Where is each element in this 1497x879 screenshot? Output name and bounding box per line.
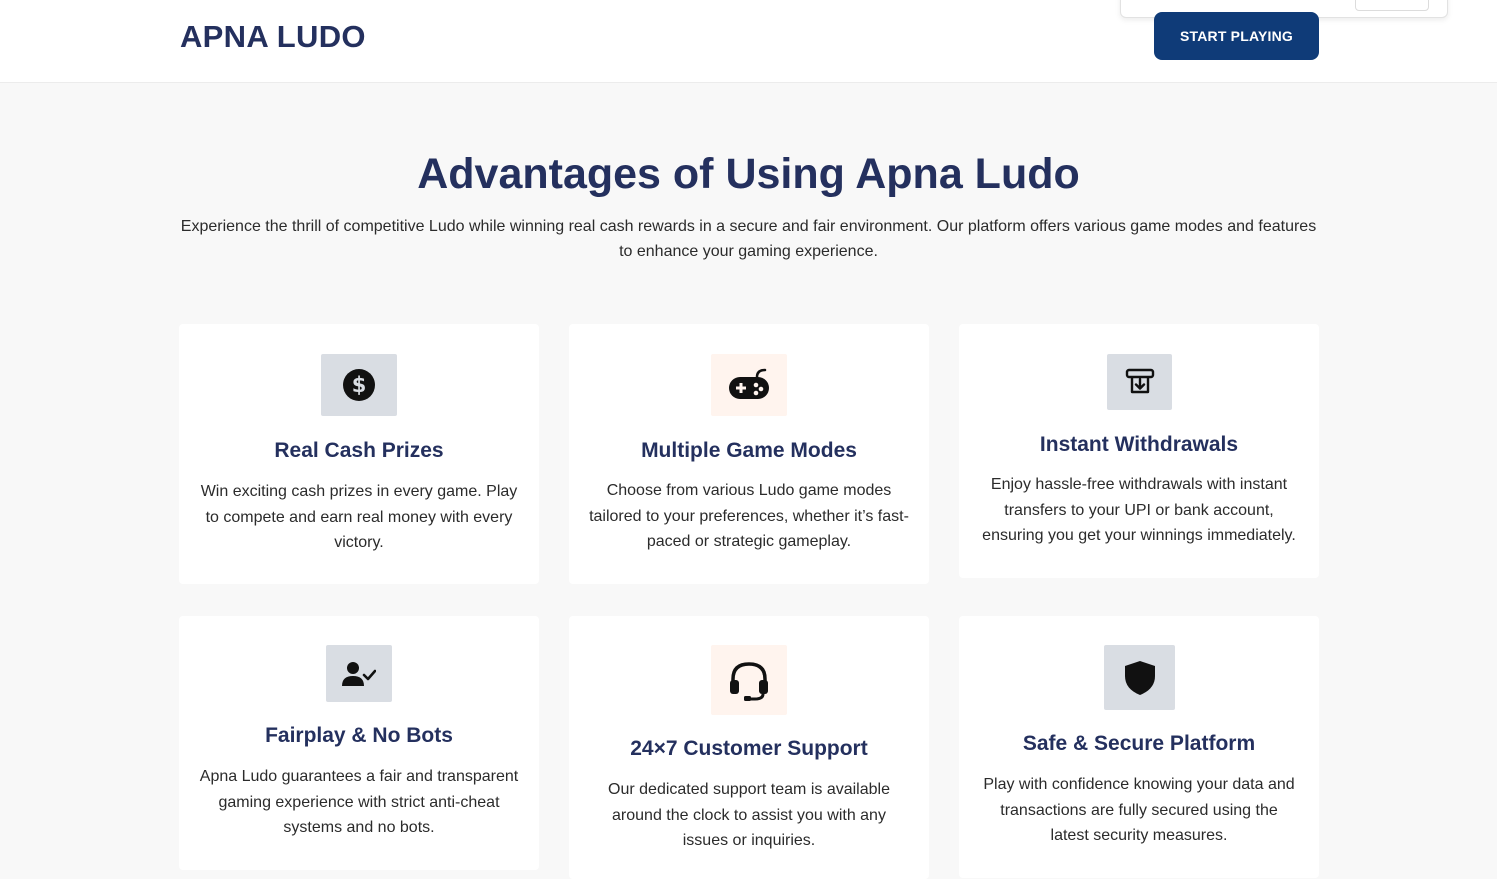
popup-inner-box: [1355, 0, 1429, 11]
site-logo[interactable]: APNA LUDO: [180, 19, 366, 54]
card-title: Real Cash Prizes: [274, 439, 444, 462]
shield-icon: [1104, 645, 1175, 710]
card-title: 24×7 Customer Support: [630, 737, 868, 760]
card-title: Multiple Game Modes: [641, 439, 857, 462]
card-title: Safe & Secure Platform: [1022, 732, 1256, 755]
card-description: Play with confidence knowing your data and transactions are fully secured using the latest security measures.: [983, 776, 1295, 844]
feature-card-withdrawals: [959, 324, 1319, 578]
site-header: [0, 0, 1497, 83]
user-check-icon: [326, 645, 392, 702]
section-title: Advantages of Using Apna Ludo: [417, 150, 1080, 198]
feature-card-real-cash: [179, 324, 539, 584]
feature-card-fairplay: [179, 616, 539, 870]
feature-card-game-modes: [569, 324, 929, 584]
card-description: Enjoy hassle-free withdrawals with instant transfers to your UPI or bank account, ensuring you get your winnings immediately.: [982, 476, 1296, 544]
section-description: Experience the thrill of competitive Ludo while winning real cash rewards in a secure and fair environment. Our platform offers various game modes and features to enhance your gaming experience.: [180, 218, 1317, 260]
svg-text:$: $: [351, 373, 367, 397]
withdraw-icon: [1107, 354, 1172, 410]
feature-card-support: [569, 616, 929, 879]
card-description: Win exciting cash prizes in every game. Play to compete and earn real money with every victory.: [200, 483, 518, 551]
start-playing-button[interactable]: START PLAYING: [1154, 12, 1319, 60]
card-title: Instant Withdrawals: [1039, 433, 1239, 456]
gamepad-icon: [711, 354, 787, 416]
dollar-icon: [321, 354, 397, 416]
headset-icon: [711, 645, 787, 715]
feature-card-security: [959, 616, 1319, 878]
card-title: Fairplay & No Bots: [265, 724, 453, 747]
card-description: Apna Ludo guarantees a fair and transparent gaming experience with strict anti-cheat systems and no bots.: [199, 768, 519, 836]
card-description: Choose from various Ludo game modes tailored to your preferences, whether it’s fast-paced or strategic gameplay.: [589, 482, 909, 550]
card-description: Our dedicated support team is available around the clock to assist you with any issues or inquiries.: [608, 781, 890, 849]
